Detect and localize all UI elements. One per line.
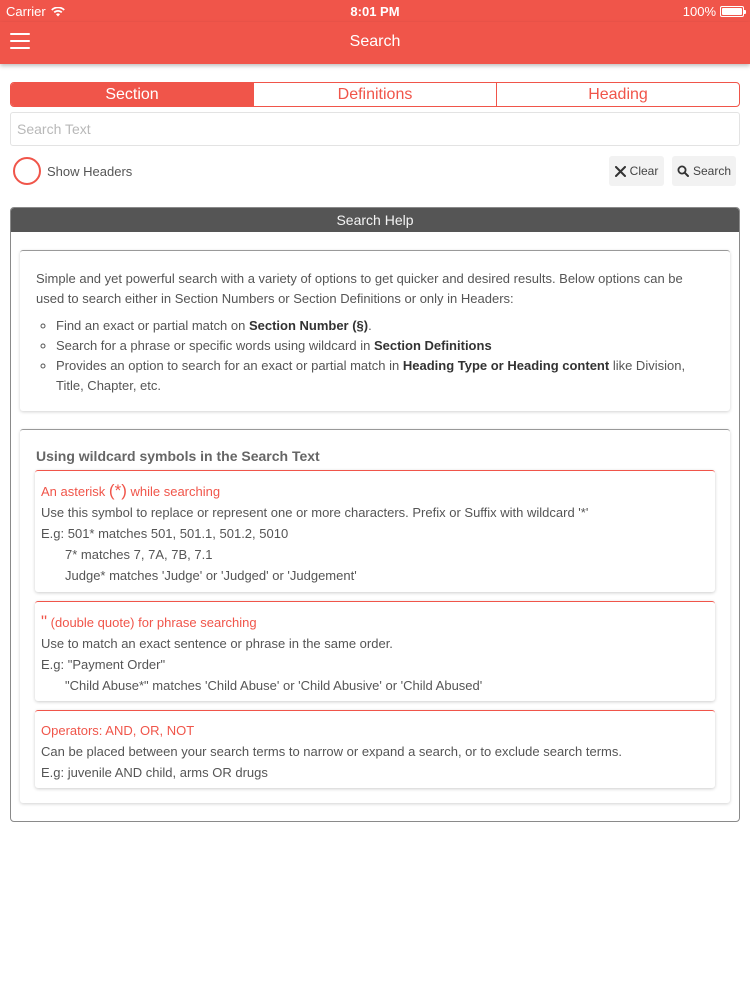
search-help-panel (10, 207, 740, 822)
asterisk-title: An asterisk (*) while searching (41, 481, 221, 500)
clear-button-label: Clear (629, 164, 659, 178)
battery-icon (720, 6, 744, 17)
quote-example-1: E.g: "Payment Order" (41, 657, 166, 672)
search-icon (677, 165, 689, 177)
search-button-label: Search (692, 164, 732, 178)
page-title: Search (349, 33, 401, 50)
asterisk-desc: Use this symbol to replace or represent one or more characters. Prefix or Suffix with wildcard '*' (41, 505, 589, 520)
asterisk-example-2: 7* matches 7, 7A, 7B, 7.1 (65, 547, 213, 562)
show-headers-radio[interactable] (13, 157, 41, 185)
operators-example: E.g: juvenile AND child, arms OR drugs (41, 765, 268, 780)
tab-heading[interactable]: Heading (496, 83, 739, 106)
tab-definitions[interactable]: Definitions (253, 83, 496, 106)
status-bar (0, 0, 750, 22)
search-help-header: Search Help (11, 208, 739, 232)
search-button[interactable] (672, 156, 736, 186)
search-mode-tabs (10, 82, 740, 107)
close-icon (615, 166, 626, 177)
list-item: ◦ Find an exact or partial match on Section Number (§). (56, 316, 714, 336)
show-headers-toggle[interactable] (13, 157, 132, 185)
status-time: 8:01 PM (350, 4, 400, 19)
help-intro-text: Simple and yet powerful search with a variety of options to get quicker and desired results. Below options can be used to search either in Section Numbers or Section Definitions or only in Headers: (36, 271, 683, 306)
tab-section[interactable]: Section (11, 83, 253, 106)
operators-section (35, 710, 715, 788)
operators-desc: Can be placed between your search terms to narrow or expand a search, or to exclude search terms. (41, 744, 622, 759)
quote-example-2: "Child Abuse*" matches 'Child Abuse' or 'Child Abusive' or 'Child Abused' (65, 678, 483, 693)
list-item: ◦ Search for a phrase or specific words using wildcard in Section Definitions (56, 336, 714, 356)
asterisk-example-1: E.g: 501* matches 501, 501.1, 501.2, 5010 (41, 526, 289, 541)
quote-title: " (double quote) for phrase searching (41, 612, 257, 631)
quote-desc: Use to match an exact sentence or phrase in the same order. (41, 636, 393, 651)
battery-percent: 100% (682, 4, 716, 19)
wildcard-card (20, 429, 730, 803)
show-headers-label: Show Headers (47, 163, 133, 179)
help-bullet-list (36, 316, 714, 396)
search-input[interactable] (10, 112, 740, 146)
wildcard-title: Using wildcard symbols in the Search Text (36, 448, 320, 464)
nav-bar (0, 22, 750, 64)
help-intro-card (20, 250, 730, 411)
asterisk-example-3: Judge* matches 'Judge' or 'Judged' or 'Judgement' (65, 568, 357, 583)
operators-title: Operators: AND, OR, NOT (41, 723, 195, 738)
clear-button[interactable] (609, 156, 664, 186)
quote-section (35, 601, 715, 701)
asterisk-section (35, 470, 715, 592)
status-right (683, 4, 744, 19)
carrier-label: Carrier (6, 4, 46, 19)
list-item: ◦ Provides an option to search for an exact or partial match in Heading Type or Heading content like Division, Title, Chapter, etc. (56, 356, 714, 396)
